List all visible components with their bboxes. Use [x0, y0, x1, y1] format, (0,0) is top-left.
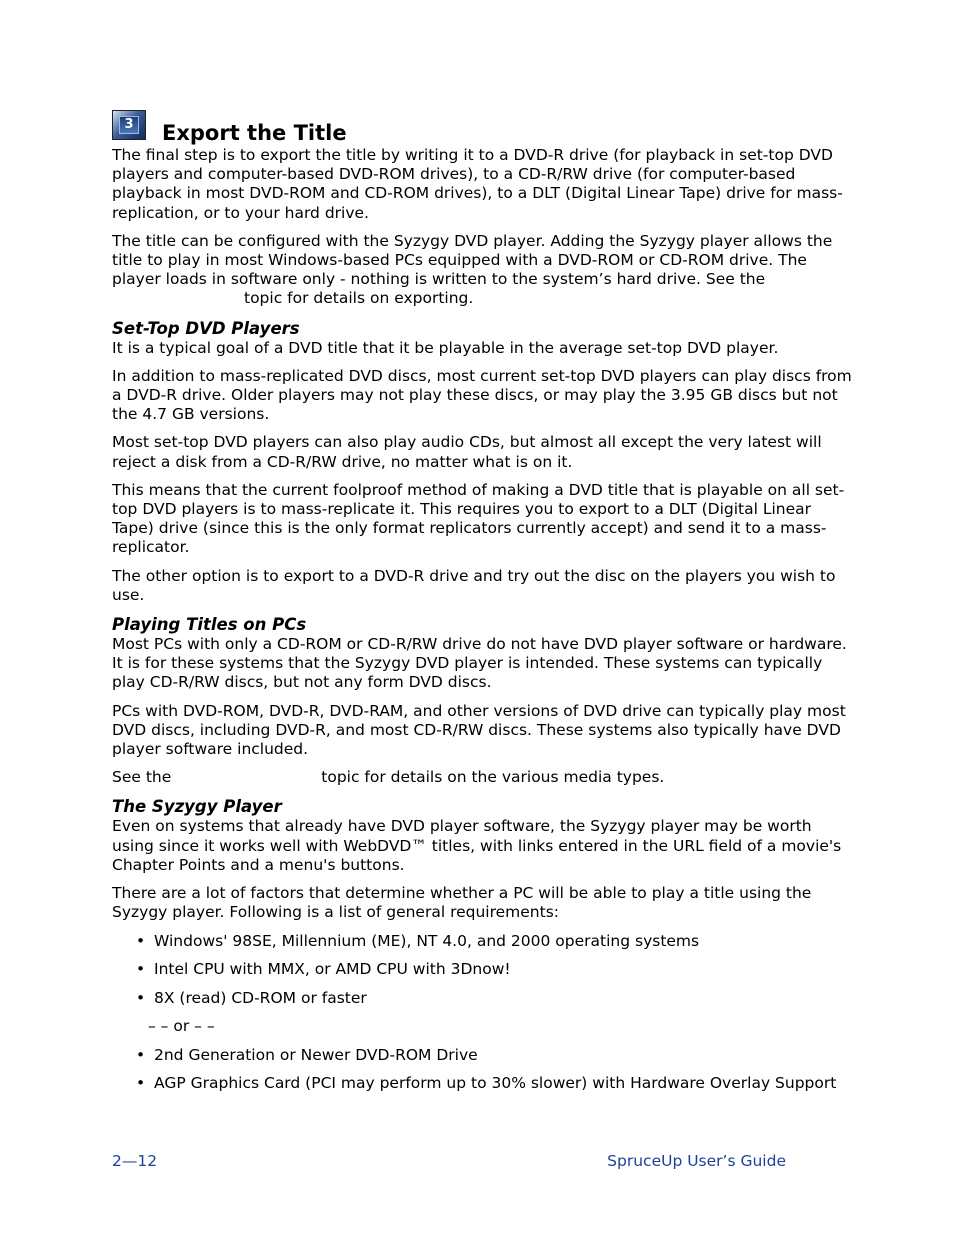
pcs-heading: Playing Titles on PCs: [112, 615, 307, 635]
list-item: • AGP Graphics Card (PCI may perform up to 30% slower) with Hardware Overlay Support: [112, 1074, 852, 1094]
syzygy-paragraph-2: There are a lot of factors that determine whether a PC will be able to play a title using the Syzygy player. Following is a list of general requirements:: [112, 884, 812, 922]
syzygy-heading: The Syzygy Player: [112, 797, 282, 817]
or-separator: – – or – –: [148, 1017, 215, 1035]
page-footer: [112, 1151, 786, 1171]
page-content: [112, 110, 852, 1103]
settop-paragraph-4: This means that the current foolproof method of making a DVD title that is playable on all set-top DVD players is to mass-replicate it. This requires you to export to a DLT (Digital Linear Tape) drive (since this is the only format replicators currently accept) and send it to a mass-replicator.: [112, 480, 845, 557]
settop-paragraph-5: The other option is to export to a DVD-R drive and try out the disc on the players you wish to use.: [112, 566, 836, 604]
guide-title: SpruceUp User’s Guide: [607, 1152, 786, 1170]
list-item: • 2nd Generation or Newer DVD-ROM Drive: [112, 1046, 852, 1066]
list-item: • Windows' 98SE, Millennium (ME), NT 4.0, and 2000 operating systems: [112, 932, 852, 952]
intro-paragraph-1: The final step is to export the title by writing it to a DVD-R drive (for playback in set-top DVD players and computer-based DVD-ROM drives), to a CD-R/RW drive (for computer-based playback in most DVD-ROM and CD-ROM drives), to a DLT (Digital Linear Tape) drive for mass-replication, or to your hard drive.: [112, 146, 843, 222]
pcs-paragraph-2: PCs with DVD-ROM, DVD-R, DVD-RAM, and other versions of DVD drive can typically play most DVD discs, including DVD-R, and most CD-R/RW discs. These systems also typically have DVD player software included.: [112, 701, 846, 759]
step-number: 3: [119, 116, 139, 134]
requirements-list-b: [112, 1046, 852, 1094]
syzygy-paragraph-1: Even on systems that already have DVD player software, the Syzygy player may be worth using since it works well with WebDVD™ titles, with links entered in the URL field of a movie's Chapter Points and a menu's buttons.: [112, 817, 842, 874]
page-number: 2—12: [112, 1152, 158, 1170]
section-heading: [112, 110, 852, 146]
settop-heading: Set-Top DVD Players: [112, 318, 300, 338]
step-3-icon: [112, 110, 146, 140]
settop-paragraph-3: Most set-top DVD players can also play audio CDs, but almost all except the very latest will reject a disk from a CD-R/RW drive, no matter what is on it.: [112, 433, 822, 471]
list-item: • Intel CPU with MMX, or AMD CPU with 3Dnow!: [112, 960, 852, 980]
intro-paragraph-2: [112, 232, 852, 309]
pcs-see-line: [112, 768, 852, 787]
list-item: • 8X (read) CD-ROM or faster: [112, 989, 852, 1009]
pcs-see-prefix: See the: [112, 768, 172, 787]
intro-paragraph-2-text: The title can be configured with the Syzygy DVD player. Adding the Syzygy player allows the title to play in most Windows-based PCs equipped with a DVD-ROM or CD-ROM drive. The player loads in software only - nothing is written to the system’s hard drive. See the: [112, 231, 833, 289]
pcs-see-suffix: topic for details on the various media types.: [321, 768, 665, 787]
page-title: Export the Title: [162, 121, 347, 145]
pcs-paragraph-1: Most PCs with only a CD-ROM or CD-R/RW drive do not have DVD player software or hardware. It is for these systems that the Syzygy DVD player is intended. These systems can typically play CD-R/RW discs, but not any form DVD discs.: [112, 635, 847, 692]
requirements-list-a: [112, 932, 852, 1009]
intro-paragraph-2-tail: topic for details on exporting.: [244, 289, 474, 308]
settop-paragraph-2: In addition to mass-replicated DVD discs, most current set-top DVD players can play discs from a DVD-R drive. Older players may not play these discs, or may play the 3.95 GB discs but not the 4.7 GB versions.: [112, 366, 852, 424]
settop-paragraph-1: It is a typical goal of a DVD title that it be playable in the average set-top DVD player.: [112, 338, 779, 357]
